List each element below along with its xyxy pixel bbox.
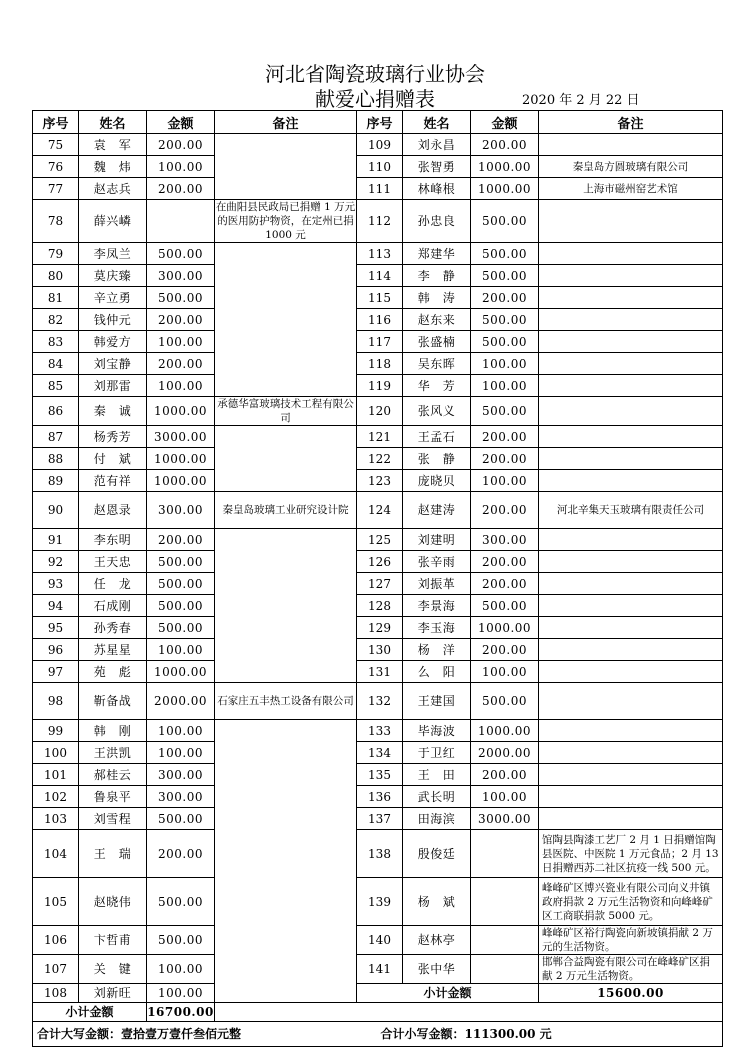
row-amount: 500.00 [147,243,215,265]
row-note: 峰峰矿区裕行陶瓷向新坡镇捐献 2 万元的生活物资。 [539,926,723,955]
table-row [33,551,723,573]
row-amount: 200.00 [147,134,215,156]
row-no: 139 [357,878,403,926]
row-name: 刘宝静 [79,353,147,375]
row-no: 90 [33,492,79,529]
row-amount: 500.00 [147,808,215,830]
row-name: 刘新旺 [79,984,147,1003]
row-no: 127 [357,573,403,595]
row-name: 付 斌 [79,448,147,470]
subtotal-left-value: 16700.00 [147,1003,215,1022]
row-name: 赵晓伟 [79,878,147,926]
table-row [33,134,723,156]
row-name: 刘那雷 [79,375,147,397]
row-name: 王建国 [403,683,471,720]
row-note [539,331,723,353]
row-name: 王孟石 [403,426,471,448]
row-amount: 300.00 [147,492,215,529]
row-no: 85 [33,375,79,397]
table-row [33,926,723,955]
table-row [33,156,723,178]
table-row [33,984,723,1003]
row-name: 石成刚 [79,595,147,617]
row-name: 赵建涛 [403,492,471,529]
row-amount: 100.00 [471,375,539,397]
subtotal-left-label: 小计金额 [33,1003,147,1022]
row-name: 王 瑞 [79,830,147,878]
row-note: 馆陶县陶漆工艺厂 2 月 1 日捐赠馆陶县医院、中医院 1 万元食品；2 月 13 日捐赠西苏二社区抗疫一线 500 元。 [539,830,723,878]
row-amount [471,830,539,878]
row-name: 韩爱方 [79,331,147,353]
row-name: 魏 炜 [79,156,147,178]
row-amount: 500.00 [471,265,539,287]
subtotal-right-label: 小计金额 [357,984,539,1003]
row-note [539,617,723,639]
row-name: 赵林亭 [403,926,471,955]
row-amount: 200.00 [471,573,539,595]
row-no: 83 [33,331,79,353]
row-no: 92 [33,551,79,573]
header-note: 备注 [539,111,723,134]
row-no: 97 [33,661,79,683]
row-name: 任 龙 [79,573,147,595]
row-no: 100 [33,742,79,764]
row-no: 125 [357,529,403,551]
row-amount: 2000.00 [471,742,539,764]
row-amount: 200.00 [471,134,539,156]
row-amount: 500.00 [471,683,539,720]
row-note: 上海市磁州窑艺术馆 [539,178,723,200]
table-row [33,265,723,287]
row-note [539,786,723,808]
table-row [33,639,723,661]
row-amount: 1000.00 [147,397,215,426]
row-no: 78 [33,200,79,243]
row-amount: 500.00 [147,878,215,926]
row-no: 137 [357,808,403,830]
row-note: 石家庄五丰热工设备有限公司 [215,683,357,720]
row-no: 103 [33,808,79,830]
row-name: 苏星星 [79,639,147,661]
row-amount: 200.00 [471,764,539,786]
row-note [539,573,723,595]
row-no: 116 [357,309,403,331]
row-note [215,134,357,200]
row-name: 张辛雨 [403,551,471,573]
row-name: 张中华 [403,955,471,984]
row-note [215,426,357,492]
row-note [215,720,357,1003]
row-amount [471,926,539,955]
row-no: 87 [33,426,79,448]
row-note [539,529,723,551]
row-amount: 200.00 [471,551,539,573]
row-name: 范有祥 [79,470,147,492]
row-no: 95 [33,617,79,639]
row-no: 107 [33,955,79,984]
table-row [33,287,723,309]
row-name: 杨 斌 [403,878,471,926]
row-name: 王洪凯 [79,742,147,764]
row-name: 韩 刚 [79,720,147,742]
row-note [539,808,723,830]
row-name: 刘建明 [403,529,471,551]
table-row [33,309,723,331]
row-name: 卞哲甫 [79,926,147,955]
total-caps: 合计大写金额：壹拾壹万壹仟叁佰元整 [33,1022,357,1047]
row-amount: 200.00 [471,639,539,661]
row-amount: 500.00 [147,617,215,639]
row-no: 94 [33,595,79,617]
table-row [33,375,723,397]
row-amount: 100.00 [147,375,215,397]
table-row [33,764,723,786]
row-note [539,353,723,375]
row-note [539,764,723,786]
table-row [33,178,723,200]
table-row [33,786,723,808]
row-no: 86 [33,397,79,426]
table-row [33,331,723,353]
row-amount: 3000.00 [147,426,215,448]
row-name: 李凤兰 [79,243,147,265]
row-no: 141 [357,955,403,984]
table-row [33,200,723,243]
row-amount: 500.00 [471,595,539,617]
row-name: 殷俊廷 [403,830,471,878]
row-amount: 2000.00 [147,683,215,720]
row-name: 田海滨 [403,808,471,830]
row-no: 75 [33,134,79,156]
row-no: 112 [357,200,403,243]
header-no: 序号 [357,111,403,134]
row-no: 115 [357,287,403,309]
row-name: 毕海波 [403,720,471,742]
row-no: 89 [33,470,79,492]
row-name: 韩 涛 [403,287,471,309]
table-row [33,573,723,595]
table-row [33,742,723,764]
row-no: 101 [33,764,79,786]
table-row [33,955,723,984]
row-no: 118 [357,353,403,375]
row-note: 河北辛集天玉玻璃有限责任公司 [539,492,723,529]
row-no: 91 [33,529,79,551]
row-amount: 500.00 [147,287,215,309]
row-amount: 200.00 [147,353,215,375]
row-name: 张智勇 [403,156,471,178]
row-no: 96 [33,639,79,661]
header-note: 备注 [215,111,357,134]
row-no: 88 [33,448,79,470]
row-no: 81 [33,287,79,309]
row-amount: 200.00 [471,448,539,470]
row-name: 孙忠良 [403,200,471,243]
row-name: 李玉海 [403,617,471,639]
row-no: 106 [33,926,79,955]
row-name: 武长明 [403,786,471,808]
total-row [33,1022,723,1047]
row-no: 99 [33,720,79,742]
row-name: 吴东晖 [403,353,471,375]
row-name: 秦 诚 [79,397,147,426]
header-amount: 金额 [471,111,539,134]
row-name: 李东明 [79,529,147,551]
row-amount: 100.00 [471,353,539,375]
table-row [33,470,723,492]
row-name: 张盛楠 [403,331,471,353]
row-amount: 1000.00 [471,156,539,178]
row-note [539,265,723,287]
row-no: 133 [357,720,403,742]
row-amount: 100.00 [147,720,215,742]
row-no: 121 [357,426,403,448]
row-note [215,529,357,683]
row-amount: 500.00 [147,595,215,617]
row-name: 薛兴嶙 [79,200,147,243]
row-no: 93 [33,573,79,595]
table-row [33,1003,723,1022]
row-note [539,470,723,492]
table-row [33,830,723,878]
row-no: 134 [357,742,403,764]
row-note [539,720,723,742]
row-no: 119 [357,375,403,397]
row-amount: 300.00 [147,786,215,808]
row-no: 111 [357,178,403,200]
row-no: 120 [357,397,403,426]
table-row [33,353,723,375]
row-amount: 100.00 [147,984,215,1003]
row-amount: 500.00 [471,200,539,243]
row-note [539,426,723,448]
row-name: 赵东来 [403,309,471,331]
row-no: 110 [357,156,403,178]
row-no: 122 [357,448,403,470]
row-no: 108 [33,984,79,1003]
row-note [539,595,723,617]
row-name: 刘雪程 [79,808,147,830]
table-row [33,492,723,529]
row-amount: 200.00 [147,309,215,331]
row-amount: 1000.00 [147,448,215,470]
row-name: 靳备战 [79,683,147,720]
row-no: 140 [357,926,403,955]
row-amount: 100.00 [471,470,539,492]
row-name: 杨 洋 [403,639,471,661]
row-amount: 1000.00 [147,661,215,683]
row-no: 128 [357,595,403,617]
row-name: 于卫红 [403,742,471,764]
header-name: 姓名 [403,111,471,134]
row-amount: 100.00 [471,661,539,683]
row-amount: 500.00 [471,243,539,265]
row-name: 李 静 [403,265,471,287]
row-amount: 300.00 [147,764,215,786]
table-row [33,448,723,470]
row-amount: 3000.00 [471,808,539,830]
row-name: 庞晓贝 [403,470,471,492]
row-no: 129 [357,617,403,639]
row-name: 辛立勇 [79,287,147,309]
row-amount: 100.00 [147,742,215,764]
table-row [33,529,723,551]
row-note: 峰峰矿区博兴瓷业有限公司向义井镇政府捐款 2 万元生活物资和向峰峰矿区工商联捐款 5000 元。 [539,878,723,926]
row-name: 莫庆臻 [79,265,147,287]
row-name: 张风义 [403,397,471,426]
row-no: 138 [357,830,403,878]
row-no: 76 [33,156,79,178]
row-no: 132 [357,683,403,720]
row-amount: 100.00 [147,156,215,178]
row-no: 105 [33,878,79,926]
row-no: 82 [33,309,79,331]
row-name: 张 静 [403,448,471,470]
row-name: 王 田 [403,764,471,786]
row-amount: 500.00 [471,397,539,426]
row-name: 林峰根 [403,178,471,200]
row-note [539,448,723,470]
row-note [539,200,723,243]
document-subtitle: 献爱心捐赠表 [315,87,435,111]
row-amount [471,878,539,926]
row-note: 秦皇岛方圆玻璃有限公司 [539,156,723,178]
row-no: 104 [33,830,79,878]
row-amount [471,955,539,984]
row-amount: 500.00 [471,309,539,331]
document-date: 2020 年 2 月 22 日 [522,93,640,108]
row-note [539,683,723,720]
row-amount: 100.00 [147,639,215,661]
header-name: 姓名 [79,111,147,134]
row-no: 135 [357,764,403,786]
row-note [539,243,723,265]
row-note [539,742,723,764]
row-note [539,661,723,683]
row-amount: 500.00 [147,573,215,595]
row-amount: 200.00 [471,287,539,309]
row-no: 98 [33,683,79,720]
row-no: 84 [33,353,79,375]
row-no: 131 [357,661,403,683]
row-name: 郑建华 [403,243,471,265]
row-no: 113 [357,243,403,265]
table-row [33,808,723,830]
table-row [33,243,723,265]
row-amount: 200.00 [471,492,539,529]
row-name: 苑 彪 [79,661,147,683]
row-note [539,309,723,331]
subtotal-left-blank [215,1003,723,1022]
row-name: 赵恩录 [79,492,147,529]
table-row [33,397,723,426]
donation-table [32,110,723,1047]
row-name: 王天忠 [79,551,147,573]
row-note: 秦皇岛玻璃工业研究设计院 [215,492,357,529]
row-amount: 500.00 [147,926,215,955]
row-amount [147,200,215,243]
row-name: 钱仲元 [79,309,147,331]
row-amount: 1000.00 [471,720,539,742]
row-note: 承德华富玻璃技术工程有限公司 [215,397,357,426]
table-row [33,661,723,683]
row-name: 关 键 [79,955,147,984]
table-row [33,595,723,617]
row-amount: 300.00 [147,265,215,287]
row-note [215,243,357,397]
row-amount: 100.00 [471,786,539,808]
row-amount: 100.00 [147,331,215,353]
row-name: 刘永昌 [403,134,471,156]
row-note [539,134,723,156]
header-row [33,111,723,134]
row-name: 李景海 [403,595,471,617]
row-amount: 200.00 [147,178,215,200]
row-note [539,397,723,426]
row-no: 114 [357,265,403,287]
row-amount: 1000.00 [471,178,539,200]
row-note [539,551,723,573]
row-no: 123 [357,470,403,492]
row-name: 袁 军 [79,134,147,156]
table-row [33,720,723,742]
row-note [539,375,723,397]
row-no: 130 [357,639,403,661]
row-amount: 100.00 [147,955,215,984]
row-note: 在曲阳县民政局已捐赠 1 万元的医用防护物资，在定州已捐 1000 元 [215,201,356,241]
row-no: 102 [33,786,79,808]
row-no: 117 [357,331,403,353]
row-amount: 200.00 [471,426,539,448]
row-amount: 500.00 [147,551,215,573]
row-no: 77 [33,178,79,200]
row-no: 126 [357,551,403,573]
total-number: 合计小写金额：111300.00 元 [357,1022,723,1047]
row-amount: 200.00 [147,830,215,878]
row-no: 109 [357,134,403,156]
table-row [33,426,723,448]
row-note: 邯郸合益陶瓷有限公司在峰峰矿区捐献 2 万元生活物资。 [539,955,723,984]
row-amount: 500.00 [471,331,539,353]
row-amount: 300.00 [471,529,539,551]
table-row [33,878,723,926]
row-name: 赵志兵 [79,178,147,200]
row-note [539,639,723,661]
subtotal-right-value: 15600.00 [539,984,723,1003]
row-note [539,287,723,309]
row-amount: 200.00 [147,529,215,551]
table-row [33,617,723,639]
table-row [33,683,723,720]
header-amount: 金额 [147,111,215,134]
row-no: 124 [357,492,403,529]
row-name: 么 阳 [403,661,471,683]
header-no: 序号 [33,111,79,134]
row-amount: 1000.00 [147,470,215,492]
row-name: 刘振革 [403,573,471,595]
document-title: 河北省陶瓷玻璃行业协会 [265,62,485,86]
row-name: 鲁泉平 [79,786,147,808]
row-name: 郝桂云 [79,764,147,786]
row-amount: 1000.00 [471,617,539,639]
row-no: 79 [33,243,79,265]
row-name: 孙秀春 [79,617,147,639]
row-name: 华 芳 [403,375,471,397]
row-name: 杨秀芳 [79,426,147,448]
row-no: 136 [357,786,403,808]
row-no: 80 [33,265,79,287]
